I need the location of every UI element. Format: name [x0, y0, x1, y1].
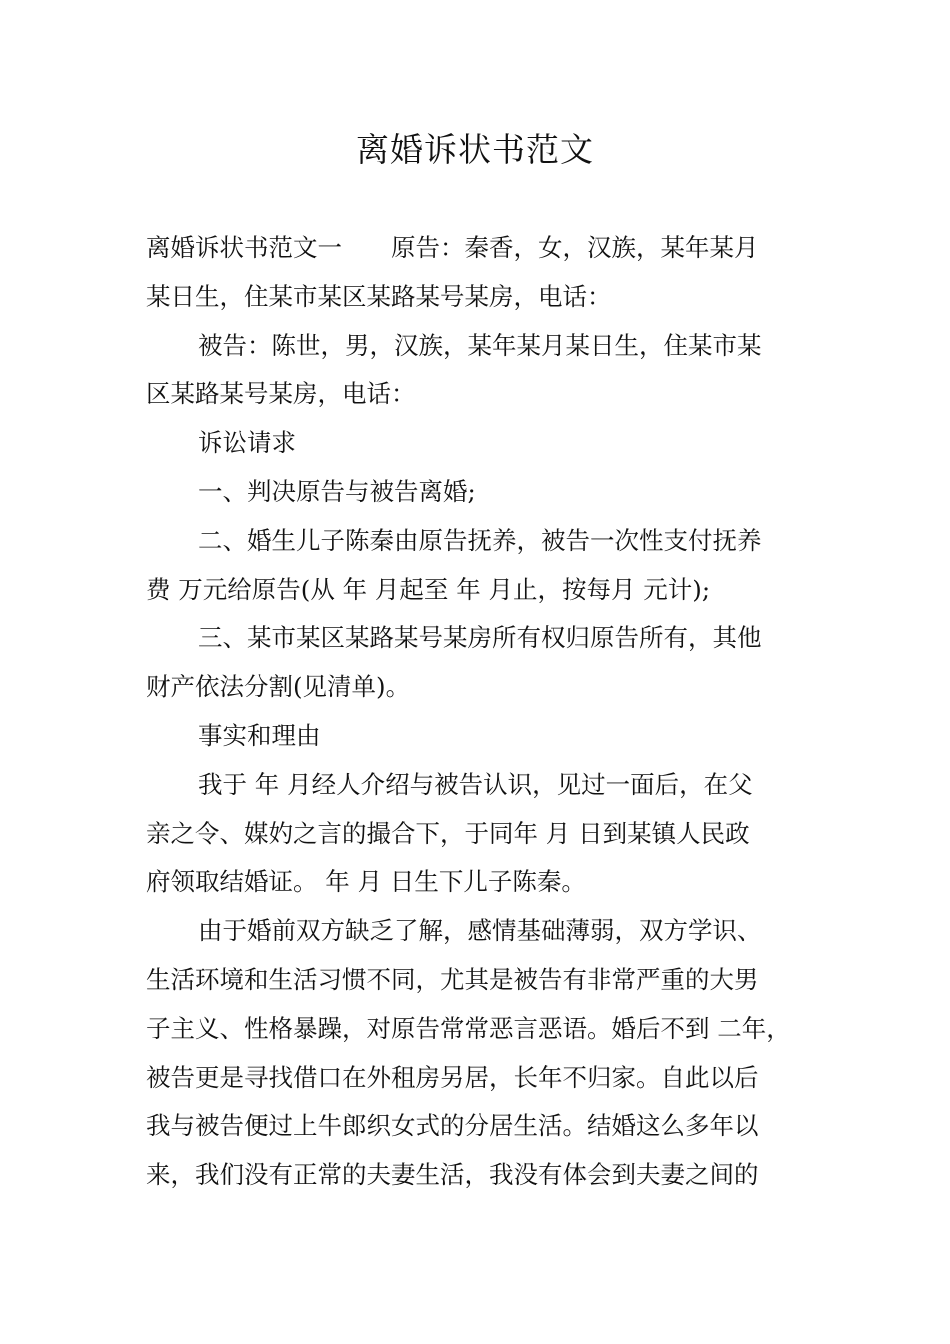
body-line-13: 亲之令、媒妁之言的撮合下，于同年 月 日到某镇人民政 — [146, 818, 750, 848]
body-line-14: 府领取结婚证。 年 月 日生下儿子陈秦。 — [146, 867, 586, 897]
document-title: 离婚诉状书范文 — [356, 130, 594, 169]
body-line-6: 一、判决原告与被告离婚; — [198, 476, 476, 506]
body-line-9: 三、某市某区某路某号某房所有权归原告所有，其他 — [198, 623, 762, 653]
body-line-2: 某日生，住某市某区某路某号某房，电话： — [146, 281, 612, 311]
body-line-10: 财产依法分割(见清单)。 — [146, 672, 411, 702]
body-line-8: 费 万元给原告(从 年 月起至 年 月止，按每月 元计); — [146, 574, 711, 604]
section-heading-claims: 诉讼请求 — [198, 428, 296, 458]
body-line-1: 离婚诉状书范文一 原告：秦香，女，汉族，某年某月 — [146, 233, 759, 262]
body-line-7: 二、婚生儿子陈秦由原告抚养，被告一次性支付抚养 — [198, 525, 762, 555]
body-line-19: 我与被告便过上牛郎织女式的分居生活。结婚这么多年以 — [146, 1111, 759, 1141]
body-line-17: 子主义、性格暴躁，对原告常常恶言恶语。婚后不到 二年， — [146, 1013, 791, 1043]
body-line-16: 生活环境和生活习惯不同，尤其是被告有非常严重的大男 — [146, 964, 759, 994]
body-line-15: 由于婚前双方缺乏了解，感情基础薄弱，双方学识、 — [198, 916, 762, 946]
document-body — [146, 224, 814, 1200]
body-line-3: 被告：陈世，男，汉族，某年某月某日生，住某市某 — [198, 330, 762, 360]
body-line-20: 来，我们没有正常的夫妻生活，我没有体会到夫妻之间的 — [146, 1160, 759, 1190]
body-line-12: 我于 年 月经人介绍与被告认识，见过一面后，在父 — [198, 769, 753, 799]
section-heading-facts: 事实和理由 — [198, 720, 321, 750]
body-line-4: 区某路某号某房，电话： — [146, 379, 416, 409]
body-line-18: 被告更是寻找借口在外租房另居，长年不归家。自此以后 — [146, 1062, 759, 1092]
